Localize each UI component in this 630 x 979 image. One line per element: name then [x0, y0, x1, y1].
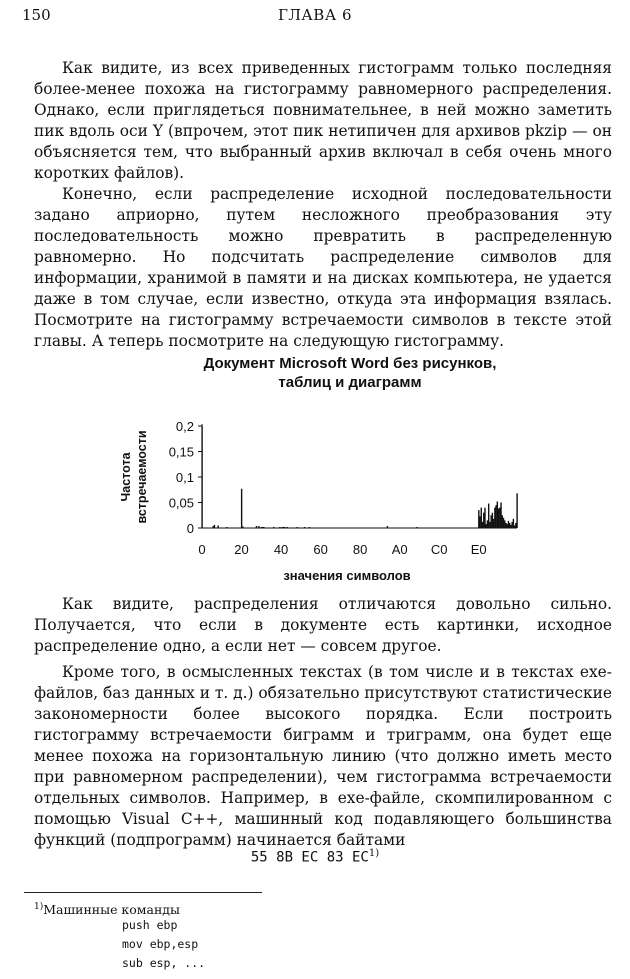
x-axis-label: значения символов [283, 568, 411, 583]
bar [416, 527, 417, 528]
chart-title-line-2: таблиц и диаграмм [278, 374, 422, 391]
y-tick-label: 0,2 [175, 419, 194, 434]
bar [241, 489, 242, 528]
bar [489, 522, 490, 528]
bar [508, 521, 509, 528]
bar [498, 509, 499, 528]
x-tick-label: E0 [470, 542, 487, 557]
bar [516, 493, 517, 528]
bar [287, 527, 288, 528]
byte-sequence [0, 848, 630, 866]
bar [482, 522, 483, 528]
x-tick-label: 60 [313, 542, 328, 557]
bar [507, 524, 508, 528]
bar [242, 526, 243, 528]
bar [214, 525, 215, 528]
bar [321, 527, 322, 528]
bar [262, 527, 263, 528]
paragraph-2: Конечно, если распределение исходной последовательности задано априорно, путем несложного преобразования эту последовательность можно превратить в распределенную равномерно. Но подсчитать распределение символов для информации, хранимой в памяти и на дисках компьютера, не удается даже в том случае, если известно, откуда эта информация взялась. Посмотрите на гистограмму встречаемости символов в тексте этой главы. А теперь посмотрите на следующую гистограмму. [34, 185, 612, 350]
bar [490, 515, 491, 528]
bar [515, 523, 516, 528]
bar [504, 520, 505, 528]
bar [282, 527, 283, 528]
footnote-code-2: mov ebp,esp [122, 937, 199, 951]
y-axis-label-line-1: Частота [119, 452, 133, 502]
bar [326, 527, 327, 528]
bar [511, 522, 512, 528]
bar [492, 513, 493, 528]
page-header [0, 6, 630, 28]
chapter-title: ГЛАВА 6 [277, 6, 352, 24]
bar [283, 527, 284, 528]
bar [493, 519, 494, 528]
byte-sequence-text: 55 8B EC 83 EC [250, 849, 369, 866]
page-number: 150 [22, 6, 51, 24]
paragraph-4: Кроме того, в осмысленных текстах (в том числе и в текстах exe-файлов, баз данных и т. д.) обязательно присутствуют статистические закономерности более высокого порядка. Если построить гистограмму встречаемости биграмм и триграмм, она будет еще менее похожа на горизонтальную линию (что должно иметь место при равномерном распределении), чем гистограмма встречаемости отдельных символов. Например, в exe-файле, скомпилированном с помощью Visual C++, машинный код подавляющего большинства функций (подпрограмм) начинается байтами [34, 663, 612, 849]
chart-title [150, 354, 550, 392]
paragraph-1: Как видите, из всех приведенных гистограмм только последняя более-менее похожа на гистограмму равномерного распределения. Однако, если приглядеться повнимательнее, в ней можно заметить пик вдоль оси Y (впрочем, этот пик нетипичен для архивов pkzip — он объясняется тем, что выбранный архив включал в себя очень много коротких файлов). [34, 59, 612, 182]
bar [478, 510, 479, 528]
x-tick-label: 20 [234, 542, 249, 557]
bar [201, 426, 202, 528]
y-axis-label-line-2: встречаемости [135, 430, 149, 524]
bar [494, 508, 495, 528]
bar [284, 527, 285, 528]
bar [486, 524, 487, 528]
footnote-code-1: push ebp [122, 918, 178, 932]
chart-title-line-1: Документ Microsoft Word без рисунков, [203, 355, 497, 372]
footnote-mark: 1) [34, 902, 44, 912]
bar [495, 505, 496, 528]
x-tick-label: 40 [273, 542, 289, 557]
x-tick-label: A0 [391, 542, 408, 557]
bar [510, 525, 511, 528]
bar [297, 527, 298, 528]
bar [226, 527, 227, 528]
bar [500, 503, 501, 529]
bar [256, 526, 257, 528]
bar [497, 501, 498, 528]
bar [258, 526, 259, 528]
footnote-code-3: sub esp, ... [122, 956, 206, 970]
bar [499, 508, 500, 528]
y-tick-label: 0,1 [175, 470, 194, 485]
bar [481, 508, 482, 528]
y-tick-label: 0,05 [168, 495, 194, 511]
bar [261, 527, 262, 528]
bar [304, 527, 305, 528]
bar [483, 513, 484, 528]
footnote-text: Машинные команды [43, 902, 180, 918]
x-tick-label: 0 [198, 542, 206, 557]
bar [509, 523, 510, 528]
bar [213, 526, 214, 528]
bar [279, 527, 280, 528]
bar [488, 504, 489, 528]
bar [479, 516, 480, 528]
bar [484, 508, 485, 528]
bar [513, 519, 514, 528]
y-tick-label: 0,15 [168, 444, 194, 460]
bar [502, 515, 503, 528]
bar [503, 518, 504, 528]
x-tick-label: 80 [352, 542, 368, 557]
paragraph-3: Как видите, распределения отличаются довольно сильно. Получается, что если в документе есть картинки, исходное распределение одно, а если нет — совсем другое. [34, 595, 612, 655]
bar [514, 525, 515, 528]
footnote-divider [24, 892, 262, 893]
y-tick-label: 0 [186, 521, 194, 536]
bar [273, 527, 274, 528]
x-tick-label: C0 [430, 542, 448, 557]
bar [387, 526, 388, 528]
footnote-ref: 1) [368, 848, 380, 859]
bar [487, 520, 488, 528]
bar [217, 525, 218, 528]
bar [505, 523, 506, 528]
bar [309, 527, 310, 528]
bar [263, 527, 264, 528]
